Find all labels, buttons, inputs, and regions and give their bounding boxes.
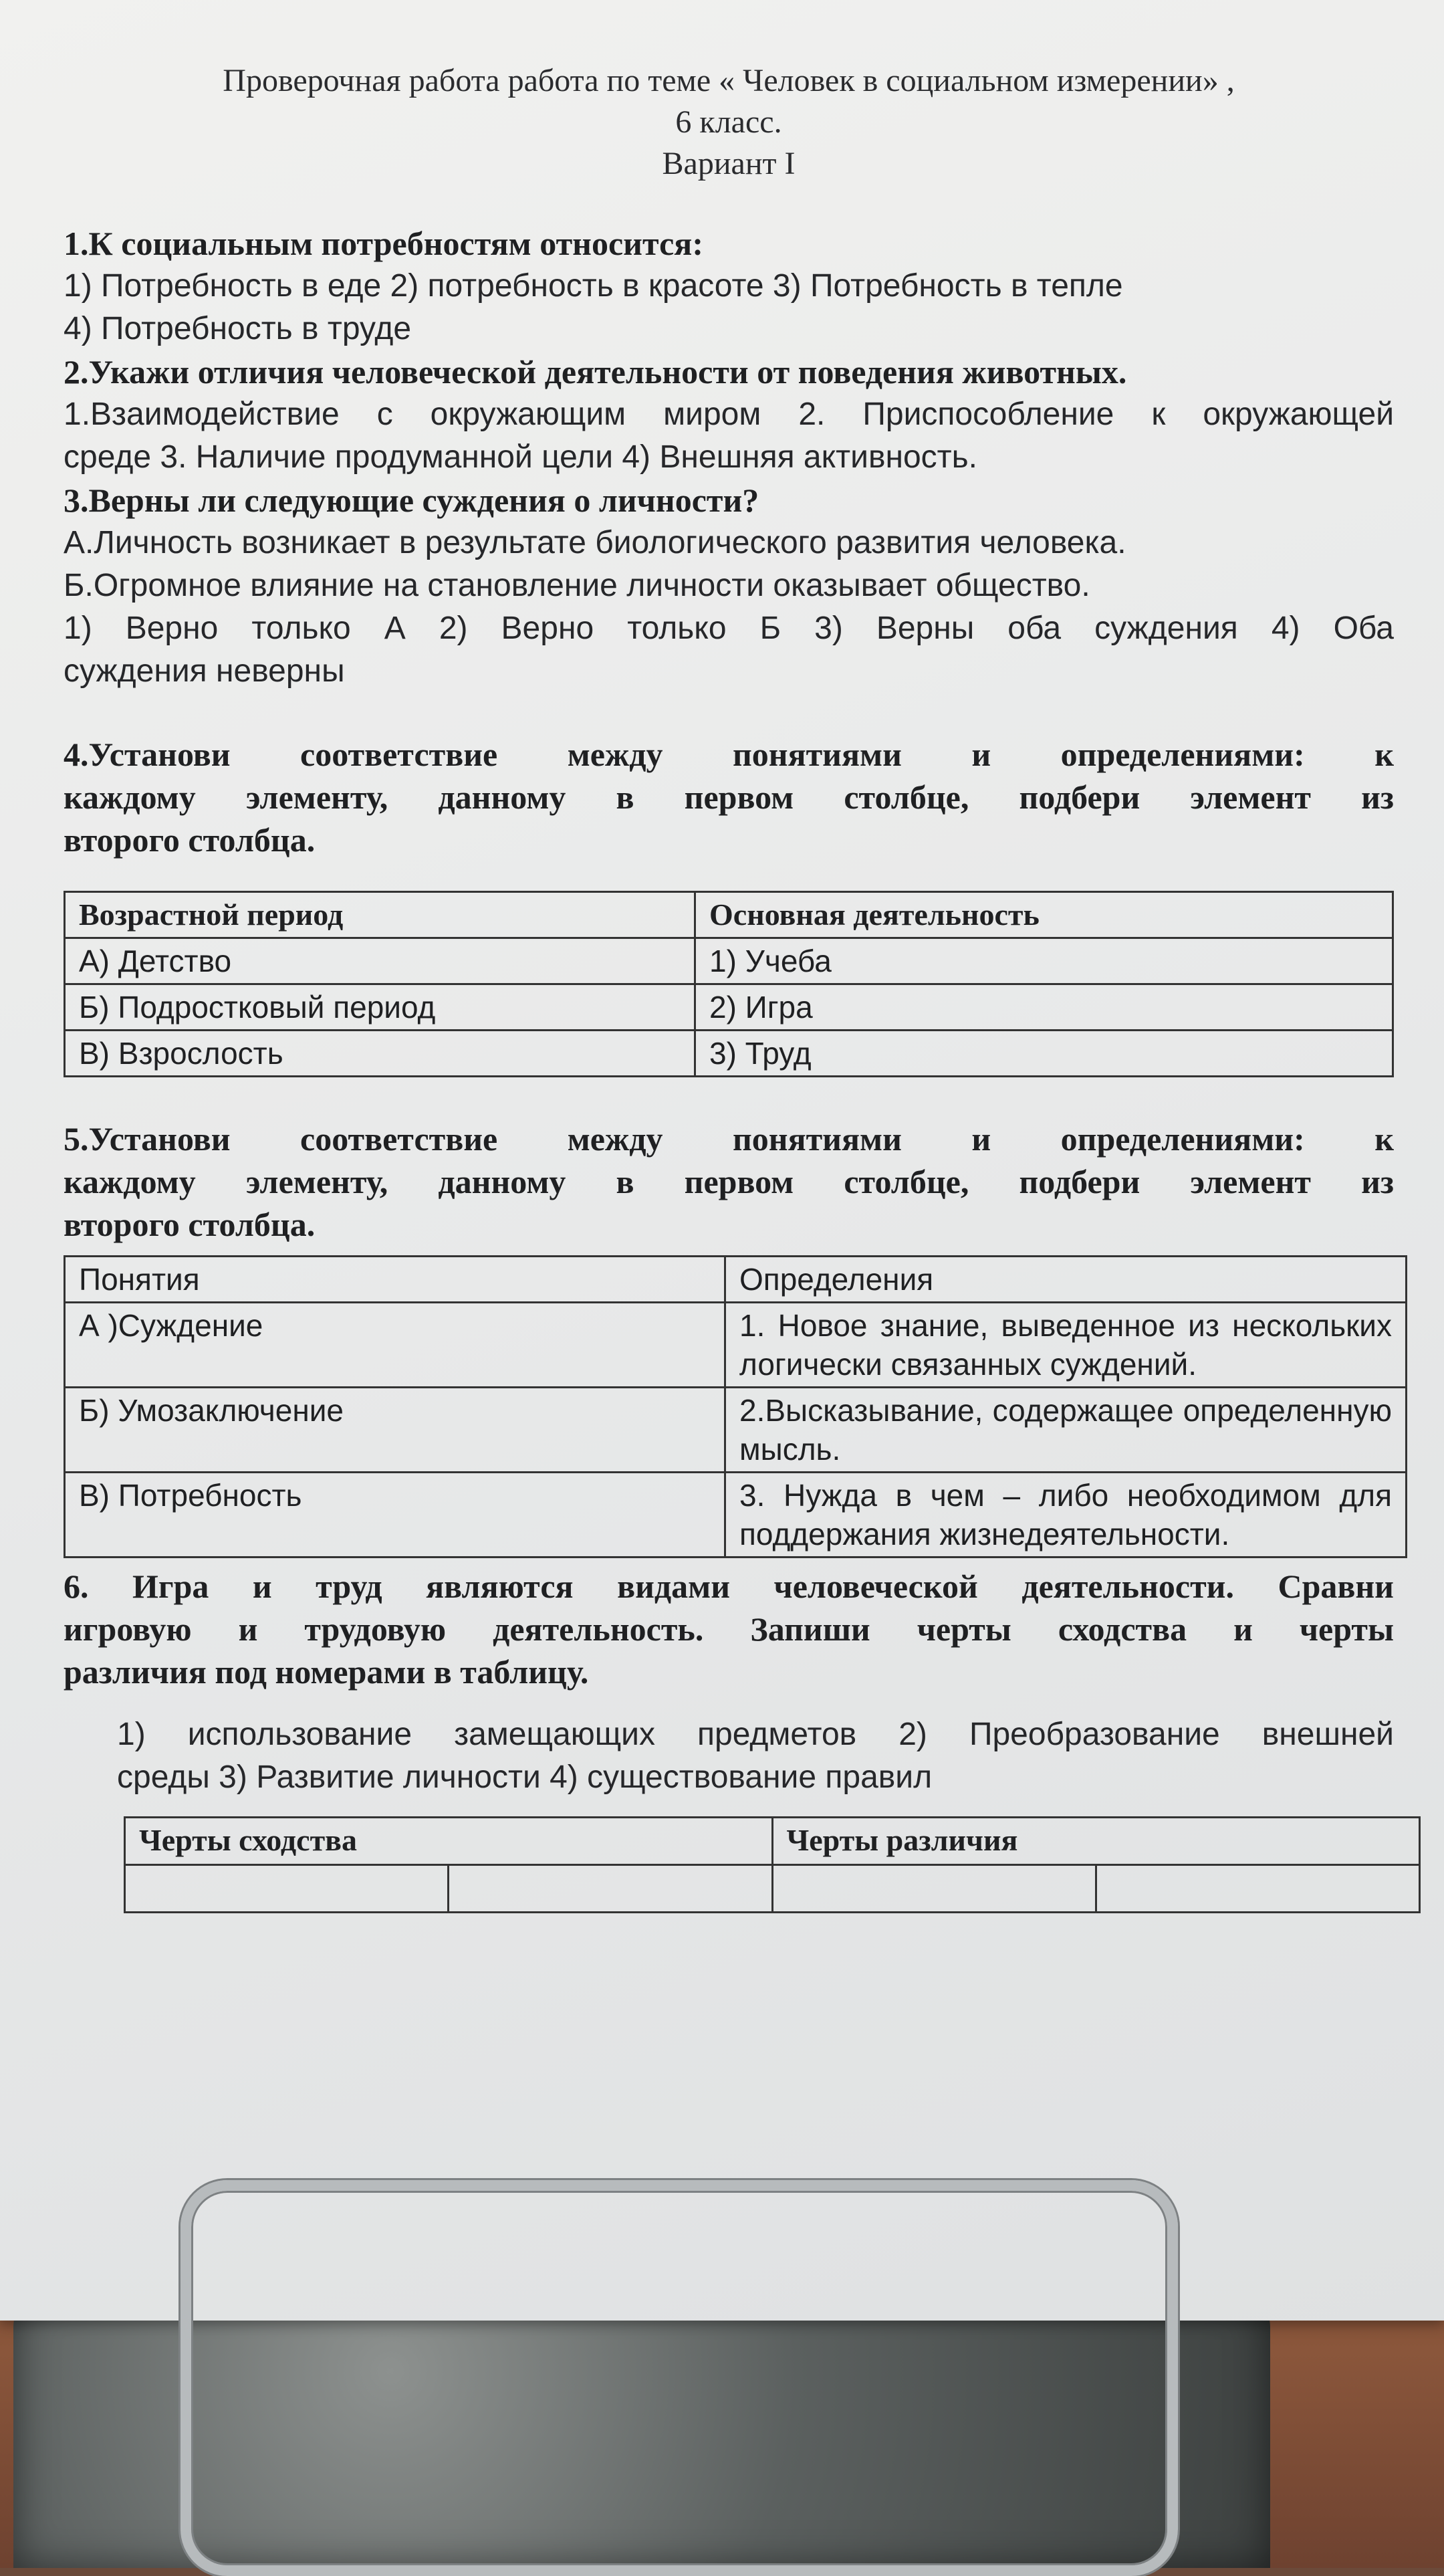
answer-cell[interactable] bbox=[449, 1865, 772, 1913]
q3-statement-b: Б.Огромное влияние на становление личности оказывает общество. bbox=[64, 568, 1090, 603]
worksheet-content bbox=[64, 60, 1394, 1913]
q4-row2-left: Б) Подростковый период bbox=[65, 984, 695, 1031]
table-header-row bbox=[125, 1818, 1420, 1865]
q1-options-line1: 1) Потребность в еде 2) потребность в красоте 3) Потребность в тепле bbox=[64, 268, 1123, 304]
table-row bbox=[65, 984, 1393, 1031]
q3-answers-line2: суждения неверны bbox=[64, 653, 345, 689]
clipboard-wire-clip bbox=[180, 2180, 1178, 2576]
q4-row2-right: 2) Игра bbox=[695, 984, 1393, 1031]
q6-instruction-line2: игровую и трудовую деятельность. Запиши черты сходства и черты bbox=[64, 1610, 1394, 1648]
q6-instruction-line3: различия под номерами в таблицу. bbox=[64, 1653, 589, 1691]
table-row bbox=[65, 938, 1393, 984]
q5-row1-right: 1. Новое знание, выведенное из нескольких логически связанных суждений. bbox=[725, 1303, 1407, 1388]
q5-instruction-line1: 5.Установи соответствие между понятиями и определениями: к bbox=[64, 1120, 1394, 1158]
q3-statement-a: А.Личность возникает в результате биологического развития человека. bbox=[64, 525, 1126, 560]
q4-matching-table bbox=[64, 891, 1394, 1077]
q4-row3-right: 3) Труд bbox=[695, 1031, 1393, 1077]
q6-options-line2: среды 3) Развитие личности 4) существование правил bbox=[117, 1759, 933, 1795]
q4-col1-header: Возрастной период bbox=[65, 892, 695, 938]
q5-row2-left: Б) Умозаключение bbox=[65, 1388, 725, 1473]
q4-instruction-line3: второго столбца. bbox=[64, 821, 316, 859]
q6-instruction-line1: 6. Игра и труд являются видами человеческой деятельности. Сравни bbox=[64, 1568, 1394, 1605]
table-row bbox=[65, 1031, 1393, 1077]
q6-options-line1: 1) использование замещающих предметов 2) Преобразование внешней bbox=[117, 1717, 1394, 1752]
table-row bbox=[65, 1303, 1407, 1388]
table-header-row bbox=[65, 892, 1393, 938]
q3-question: 3.Верны ли следующие суждения о личности? bbox=[64, 481, 759, 519]
q6-col1-header: Черты сходства bbox=[125, 1818, 773, 1865]
q4-instruction-line2: каждому элементу, данному в первом столбце, подбери элемент из bbox=[64, 778, 1394, 816]
q1-options-line2: 4) Потребность в труде bbox=[64, 311, 412, 346]
q4-row1-left: А) Детство bbox=[65, 938, 695, 984]
q5-matching-table bbox=[64, 1255, 1407, 1558]
q4-row1-right: 1) Учеба bbox=[695, 938, 1393, 984]
table-row bbox=[65, 1473, 1407, 1558]
q3-answers-line1: 1) Верно только А 2) Верно только Б 3) Верны оба суждения 4) Оба bbox=[64, 611, 1394, 646]
variant-label: Вариант I bbox=[662, 146, 796, 181]
answer-cell[interactable] bbox=[772, 1865, 1096, 1913]
q5-row2-right: 2.Высказывание, содержащее определенную мысль. bbox=[725, 1388, 1407, 1473]
q5-row3-left: В) Потребность bbox=[65, 1473, 725, 1558]
q4-row3-left: В) Взрослость bbox=[65, 1031, 695, 1077]
q1-question: 1.К социальным потребностям относится: bbox=[64, 225, 704, 262]
q5-instruction-line2: каждому элементу, данному в первом столбце, подбери элемент из bbox=[64, 1163, 1394, 1200]
answer-cell[interactable] bbox=[1096, 1865, 1419, 1913]
answer-cell[interactable] bbox=[125, 1865, 449, 1913]
q5-col2-header: Определения bbox=[725, 1257, 1407, 1303]
grade-label: 6 класс. bbox=[675, 104, 782, 140]
q2-options-line1: 1.Взаимодействие с окружающим миром 2. Приспособление к окружающей bbox=[64, 397, 1394, 432]
q6-answer-table bbox=[124, 1816, 1421, 1913]
q5-col1-header: Понятия bbox=[65, 1257, 725, 1303]
table-header-row bbox=[65, 1257, 1407, 1303]
table-row bbox=[65, 1388, 1407, 1473]
q6-col2-header: Черты различия bbox=[772, 1818, 1420, 1865]
q4-col2-header: Основная деятельность bbox=[695, 892, 1393, 938]
q5-row3-right: 3. Нужда в чем – либо необходимом для поддержания жизнедеятельности. bbox=[725, 1473, 1407, 1558]
q2-question: 2.Укажи отличия человеческой деятельности от поведения животных. bbox=[64, 353, 1127, 391]
table-row bbox=[125, 1865, 1420, 1913]
q5-row1-left: А )Суждение bbox=[65, 1303, 725, 1388]
q5-instruction-line3: второго столбца. bbox=[64, 1206, 316, 1243]
q2-options-line2: среде 3. Наличие продуманной цели 4) Внешняя активность. bbox=[64, 439, 977, 475]
q4-instruction-line1: 4.Установи соответствие между понятиями и определениями: к bbox=[64, 736, 1394, 773]
worksheet-title: Проверочная работа работа по теме « Человек в социальном измерении» , bbox=[223, 63, 1235, 98]
